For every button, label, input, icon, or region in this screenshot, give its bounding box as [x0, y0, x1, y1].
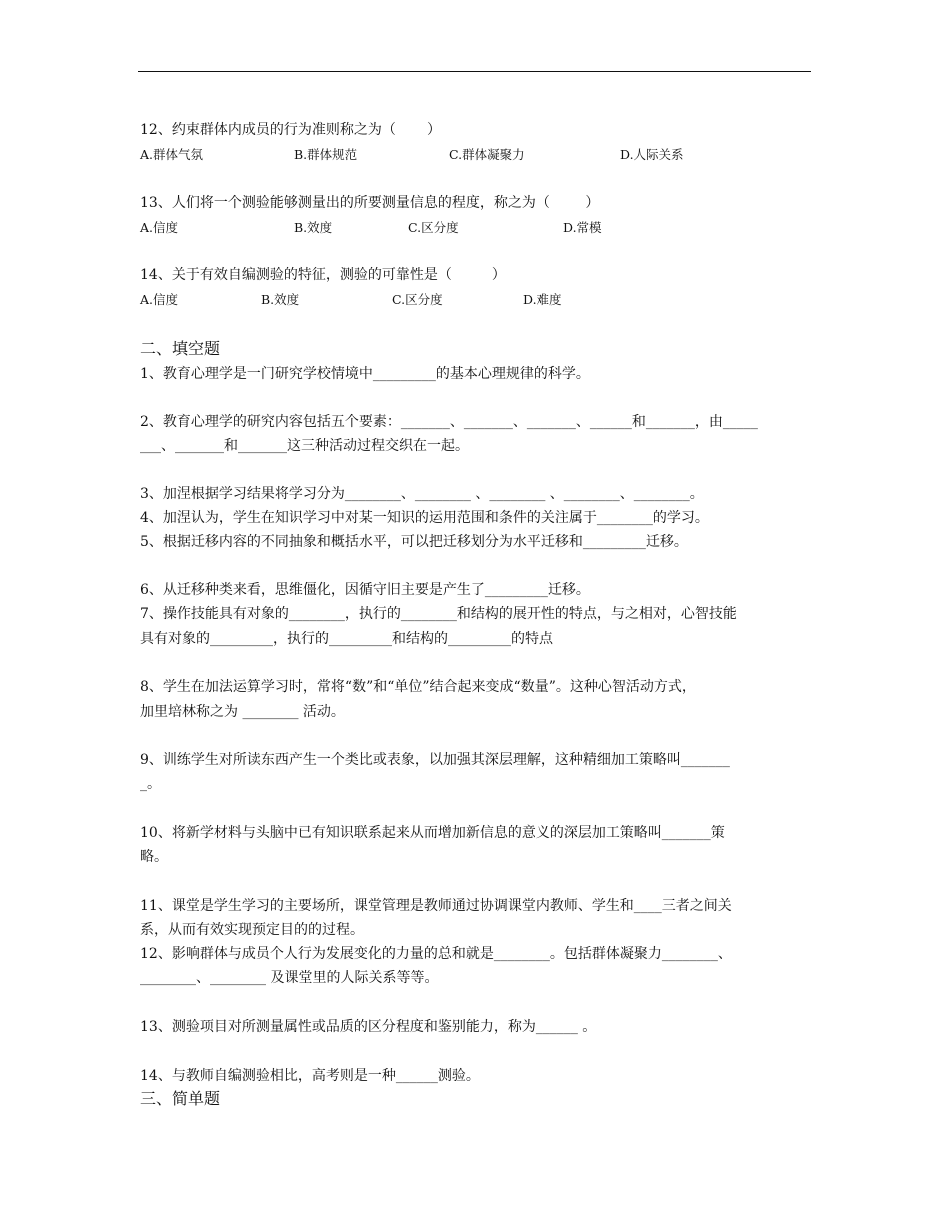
fill-line-7: 7、操作技能具有对象的________，执行的________和结构的展开性的特点，与之相对，心智技能: [140, 606, 737, 622]
fill-line-11-cont: 系，从而有效实现预定目的的过程。: [140, 922, 364, 938]
fill-line-11: 11、课堂是学生学习的主要场所，课堂管理是教师通过协调课堂内教师、学生和____三者之间关: [140, 898, 732, 914]
header-rule: [138, 71, 811, 72]
fill-line-8: 8、学生在加法运算学习时，常将“数”和“单位”结合起来变成“数量”。这种心智活动方式，: [140, 679, 696, 695]
section-heading-fill-blank: 二、填空题: [140, 339, 221, 358]
option-d: D.难度: [523, 292, 562, 307]
fill-line-12: 12、影响群体与成员个人行为发展变化的力量的总和就是________。包括群体凝聚力________、: [140, 946, 732, 962]
fill-line-14: 14、与教师自编测验相比，高考则是一种______测验。: [140, 1068, 480, 1084]
option-d: D.人际关系: [620, 147, 684, 162]
fill-line-9: 9、训练学生对所读东西产生一个类比或表象，以加强其深层理解，这种精细加工策略叫_______: [140, 752, 730, 768]
fill-line-9-cont: _。: [140, 776, 161, 792]
fill-line-12-cont: ________、________ 及课堂里的人际关系等等。: [140, 970, 439, 986]
option-c: C.群体凝聚力: [449, 147, 525, 162]
fill-line-13: 13、测验项目对所测量属性或品质的区分程度和鉴别能力，称为______ 。: [140, 1019, 597, 1035]
question-12-options: [140, 147, 810, 162]
option-c: C.区分度: [392, 292, 443, 307]
question-14-stem: 14、关于有效自编测验的特征，测验的可靠性是（ ）: [140, 267, 506, 283]
question-13-options: [140, 220, 810, 235]
fill-line-6: 6、从迁移种类来看，思维僵化，因循守旧主要是产生了_________迁移。: [140, 582, 590, 598]
fill-line-7-cont: 具有对象的_________，执行的_________和结构的_________的特点: [140, 631, 553, 647]
option-d: D.常模: [563, 220, 602, 235]
question-12-stem: 12、约束群体内成员的行为准则称之为（ ）: [140, 122, 441, 138]
question-14-options: [140, 292, 810, 307]
option-b: B.效度: [261, 292, 300, 307]
fill-line-4: 4、加涅认为，学生在知识学习中对某一知识的运用范围和条件的关注属于________的学习。: [140, 510, 709, 526]
fill-line-1: 1、教育心理学是一门研究学校情境中_________的基本心理规律的科学。: [140, 366, 590, 382]
fill-line-5: 5、根据迁移内容的不同抽象和概括水平，可以把迁移划分为水平迁移和_________迁移。: [140, 534, 688, 550]
option-a: A.信度: [140, 220, 179, 235]
option-b: B.群体规范: [294, 147, 358, 162]
fill-line-8-cont: 加里培林称之为 ________ 活动。: [140, 704, 345, 720]
option-c: C.区分度: [408, 220, 459, 235]
option-b: B.效度: [294, 220, 333, 235]
fill-line-2-cont: ___、_______和_______这三种活动过程交织在一起。: [140, 438, 469, 454]
fill-line-3: 3、加涅根据学习结果将学习分为________、________ 、________ 、________、________。: [140, 486, 704, 502]
question-13-stem: 13、人们将一个测验能够测量出的所要测量信息的程度，称之为（ ）: [140, 195, 600, 211]
option-a: A.群体气氛: [140, 147, 204, 162]
fill-line-10: 10、将新学材料与头脑中已有知识联系起来从而增加新信息的意义的深层加工策略叫_______策: [140, 825, 725, 841]
section-heading-short-answer: 三、简单题: [140, 1089, 221, 1108]
fill-line-2: 2、教育心理学的研究内容包括五个要素：_______、_______、_______、______和_______，由_____: [140, 414, 758, 430]
option-a: A.信度: [140, 292, 179, 307]
fill-line-10-cont: 略。: [140, 849, 168, 865]
